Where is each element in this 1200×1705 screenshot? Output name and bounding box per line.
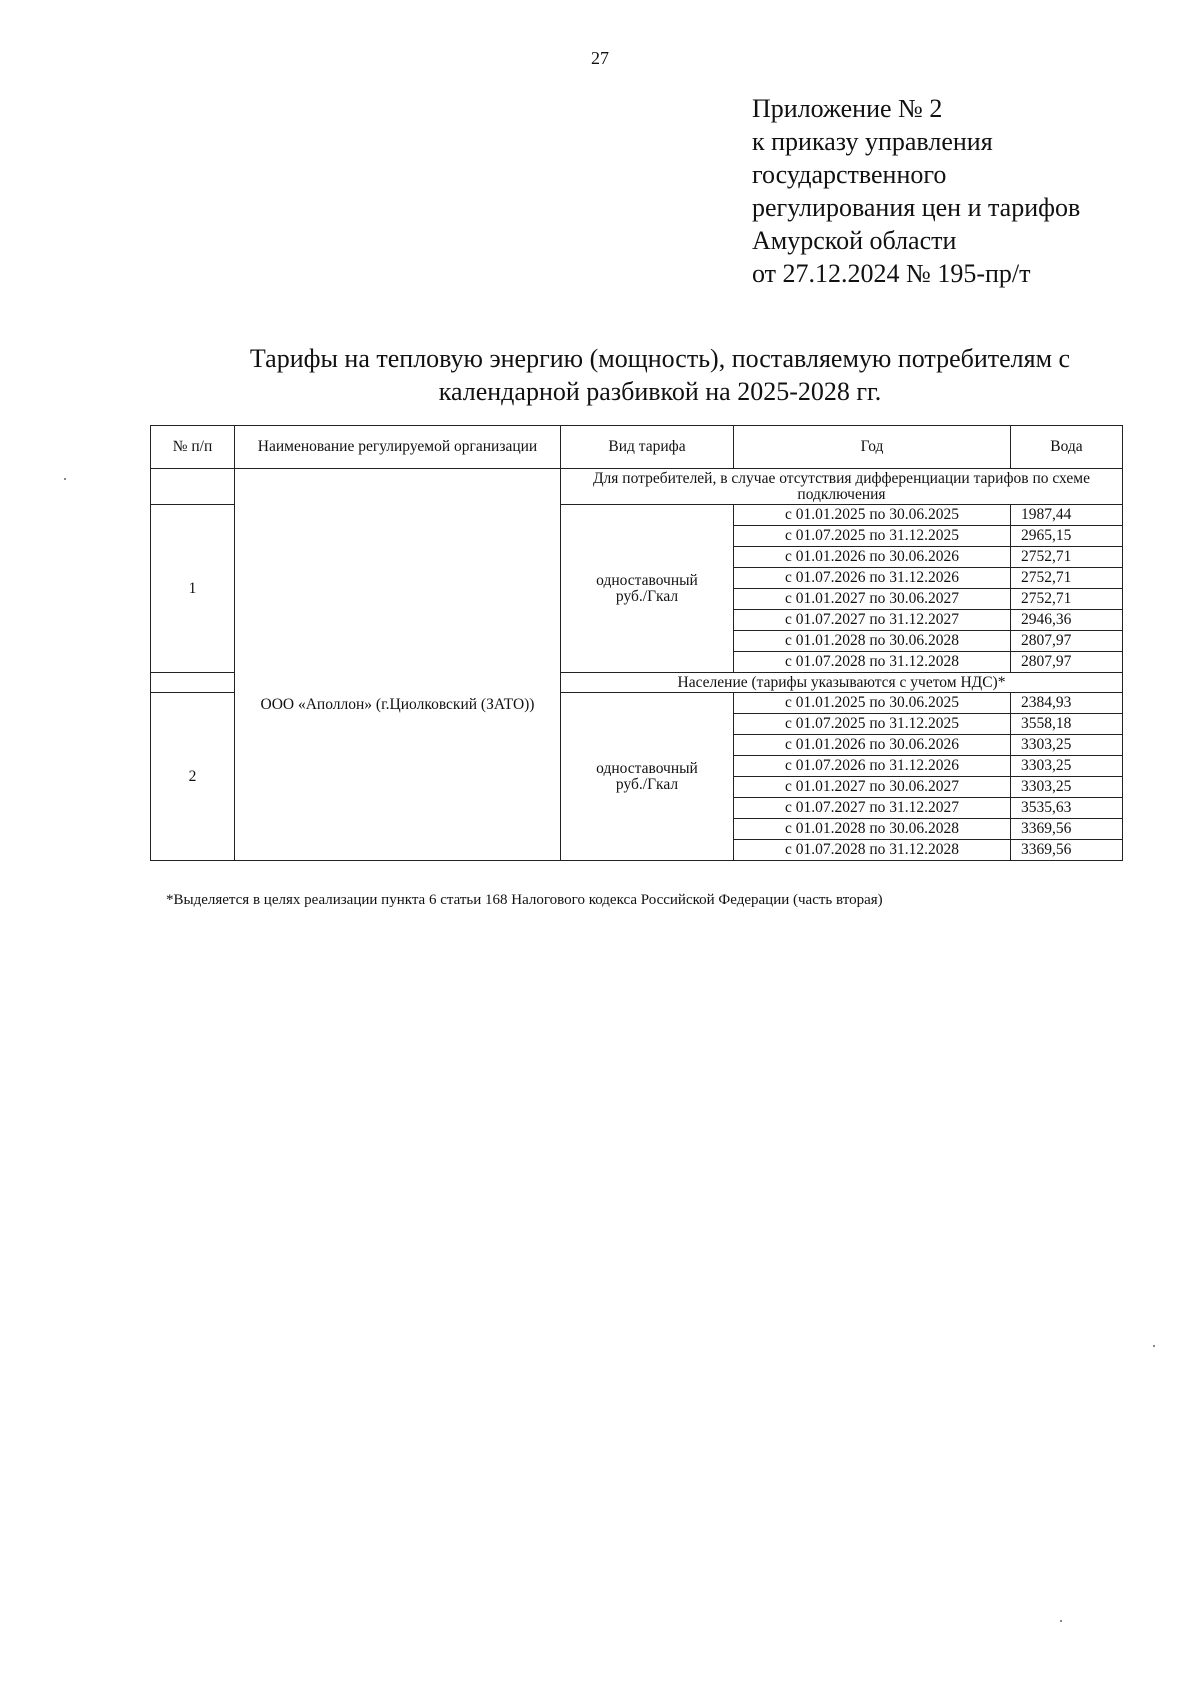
water-value: 1987,44 [1011, 505, 1123, 526]
header-water: Вода [1011, 426, 1123, 469]
appendix-block [752, 92, 1080, 290]
appendix-line: от 27.12.2024 № 195-пр/т [752, 259, 1031, 288]
water-value: 2807,97 [1011, 631, 1123, 652]
scan-speck [1153, 1345, 1155, 1347]
organization-cell [235, 469, 561, 861]
organization-name: ООО «Аполлон» (г.Циолковский (ЗАТО)) [260, 695, 535, 713]
water-value: 3303,25 [1011, 756, 1123, 777]
period-cell: с 01.01.2025 по 30.06.2025 [734, 693, 1011, 714]
period-cell: с 01.01.2026 по 30.06.2026 [734, 735, 1011, 756]
period-cell: с 01.07.2028 по 31.12.2028 [734, 840, 1011, 861]
period-cell: с 01.07.2027 по 31.12.2027 [734, 798, 1011, 819]
period-cell: с 01.01.2028 по 30.06.2028 [734, 631, 1011, 652]
water-value: 2752,71 [1011, 589, 1123, 610]
water-value: 2752,71 [1011, 568, 1123, 589]
header-num: № п/п [151, 426, 235, 469]
page-number: 27 [591, 48, 609, 68]
appendix-line: Приложение № 2 [752, 94, 943, 123]
period-cell: с 01.07.2025 по 31.12.2025 [734, 526, 1011, 547]
title-line: Тарифы на тепловую энергию (мощность), поставляемую потребителям с [249, 344, 1071, 373]
empty-cell [151, 673, 235, 693]
appendix-line: к приказу управления [752, 127, 993, 156]
tariff-type [561, 505, 734, 673]
title-line: календарной разбивкой на 2025-2028 гг. [438, 377, 882, 406]
water-value: 3303,25 [1011, 735, 1123, 756]
period-cell: с 01.07.2028 по 31.12.2028 [734, 652, 1011, 673]
tariff-type-label: одноставочный руб./Гкал [596, 571, 698, 605]
water-value: 3369,56 [1011, 819, 1123, 840]
water-value: 3369,56 [1011, 840, 1123, 861]
appendix-line: государственного [752, 160, 947, 189]
section-row [151, 469, 1123, 505]
period-cell: с 01.01.2025 по 30.06.2025 [734, 505, 1011, 526]
water-value: 3558,18 [1011, 714, 1123, 735]
scan-speck [1060, 1620, 1062, 1622]
period-cell: с 01.01.2026 по 30.06.2026 [734, 547, 1011, 568]
period-cell: с 01.01.2027 по 30.06.2027 [734, 777, 1011, 798]
row-number: 2 [151, 693, 235, 861]
period-cell: с 01.01.2028 по 30.06.2028 [734, 819, 1011, 840]
table-header-row [151, 426, 1123, 469]
document-title [150, 342, 1170, 408]
header-period: Год [734, 426, 1011, 469]
empty-cell [151, 469, 235, 505]
water-value: 2965,15 [1011, 526, 1123, 547]
header-organization: Наименование регулируемой организации [235, 426, 561, 469]
tariff-type-label: одноставочный руб./Гкал [596, 759, 698, 793]
scan-speck [64, 478, 66, 480]
water-value: 2384,93 [1011, 693, 1123, 714]
row-number: 1 [151, 505, 235, 673]
water-value: 3303,25 [1011, 777, 1123, 798]
period-cell: с 01.07.2026 по 31.12.2026 [734, 756, 1011, 777]
appendix-line: регулирования цен и тарифов [752, 193, 1081, 222]
water-value: 3535,63 [1011, 798, 1123, 819]
tariff-type [561, 693, 734, 861]
period-cell: с 01.07.2027 по 31.12.2027 [734, 610, 1011, 631]
period-cell: с 01.07.2026 по 31.12.2026 [734, 568, 1011, 589]
section-label: Для потребителей, в случае отсутствия дифференциации тарифов по схеме подключения [561, 469, 1123, 505]
water-value: 2946,36 [1011, 610, 1123, 631]
water-value: 2807,97 [1011, 652, 1123, 673]
tariffs-table [150, 425, 1123, 861]
section-label: Население (тарифы указываются с учетом НДС)* [561, 673, 1123, 693]
period-cell: с 01.01.2027 по 30.06.2027 [734, 589, 1011, 610]
appendix-line: Амурской области [752, 226, 957, 255]
water-value: 2752,71 [1011, 547, 1123, 568]
period-cell: с 01.07.2025 по 31.12.2025 [734, 714, 1011, 735]
header-tariff-type: Вид тарифа [561, 426, 734, 469]
footnote: *Выделяется в целях реализации пункта 6 статьи 168 Налогового кодекса Российской Федерации (часть вторая) [166, 892, 883, 908]
table-body [151, 469, 1123, 861]
